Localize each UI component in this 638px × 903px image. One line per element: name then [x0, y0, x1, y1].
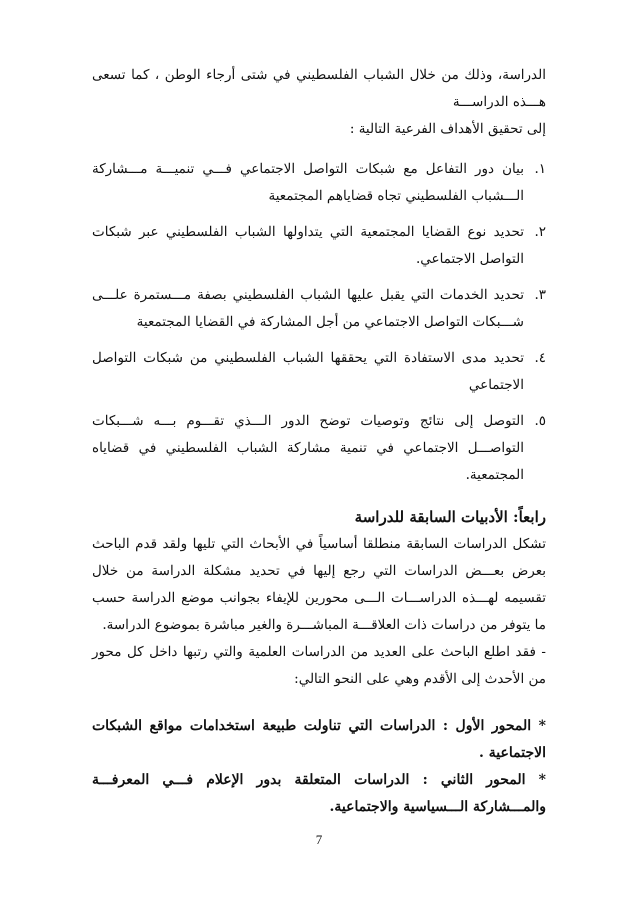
list-item-text: تحديد الخدمات التي يقبل عليها الشباب الفلسطيني بصفة مـــستمرة علـــى شـــبكات التواصل الاجتماعي من أجل المشاركة في القضايا المجتمعية	[92, 287, 524, 330]
list-item-text: تحديد مدى الاستفادة التي يحققها الشباب الفلسطيني من شبكات التواصل الاجتماعي	[92, 350, 524, 393]
list-item	[92, 345, 546, 399]
list-item-number: ٢.	[534, 224, 546, 240]
document-page	[92, 62, 546, 821]
list-item-number: ١.	[534, 161, 546, 177]
objectives-list	[92, 156, 546, 489]
intro-paragraph	[92, 62, 546, 143]
list-item-text: تحديد نوع القضايا المجتمعية التي يتداولها الشباب الفلسطيني عبر شبكات التواصل الاجتماعي.	[92, 224, 524, 267]
list-item	[92, 282, 546, 336]
axis-second: * المحور الثاني : الدراسات المتعلقة بدور الإعلام فـــي المعرفـــة والمـــشاركة الـــسياسية والاجتماعية.	[92, 772, 546, 815]
section-paragraph-1: تشكل الدراسات السابقة منطلقا أساسياً في الأبحاث التي تليها ولقد قدم الباحث بعرض بعـــض الدراسات التي رجع إليها في تحديد مشكلة الدراسة من خلال تقسيمه لهـــذه الدراســـات الـــى محورين للإيفاء بجوانب موضع الدراسة حسب ما يتوفر من دراسات ذات العلاقـــة المباشـــرة والغير مباشرة بموضوع الدراسة.	[92, 536, 546, 633]
page-number: 7	[315, 832, 323, 847]
section-paragraph-2: - فقد اطلع الباحث على العديد من الدراسات العلمية والتي رتبها داخل كل محور من الأحدث إلى الأقدم وهي على النحو التالي:	[92, 644, 546, 687]
list-item	[92, 219, 546, 273]
section-heading: رابعاً: الأدبيات السابقة للدراسة	[354, 508, 546, 526]
list-item-number: ٣.	[534, 287, 546, 303]
list-item-number: ٤.	[534, 350, 546, 366]
list-item-text: بيان دور التفاعل مع شبكات التواصل الاجتماعي فـــي تنميـــة مـــشاركة الـــشباب الفلسطيني تجاه قضاياهم المجتمعية	[92, 161, 524, 204]
axis-first: * المحور الأول : الدراسات التي تناولت طبيعة استخدامات مواقع الشبكات الاجتماعية .	[92, 718, 546, 761]
intro-line-1: الدراسة، وذلك من خلال الشباب الفلسطيني في شتى أرجاء الوطن ، كما تسعى هـــذه الدراســـة	[92, 67, 546, 110]
list-item-text: التوصل إلى نتائج وتوصيات توضح الدور الـــذي تقـــوم بـــه شـــبكات التواصـــل الاجتماعي في تنمية مشاركة الشباب الفلسطيني في قضاياه المجتمعية.	[92, 413, 524, 483]
intro-line-2: إلى تحقيق الأهداف الفرعية التالية :	[349, 121, 546, 137]
list-item-number: ٥.	[534, 413, 546, 429]
list-item	[92, 156, 546, 210]
list-item	[92, 408, 546, 489]
research-axes	[92, 713, 546, 821]
